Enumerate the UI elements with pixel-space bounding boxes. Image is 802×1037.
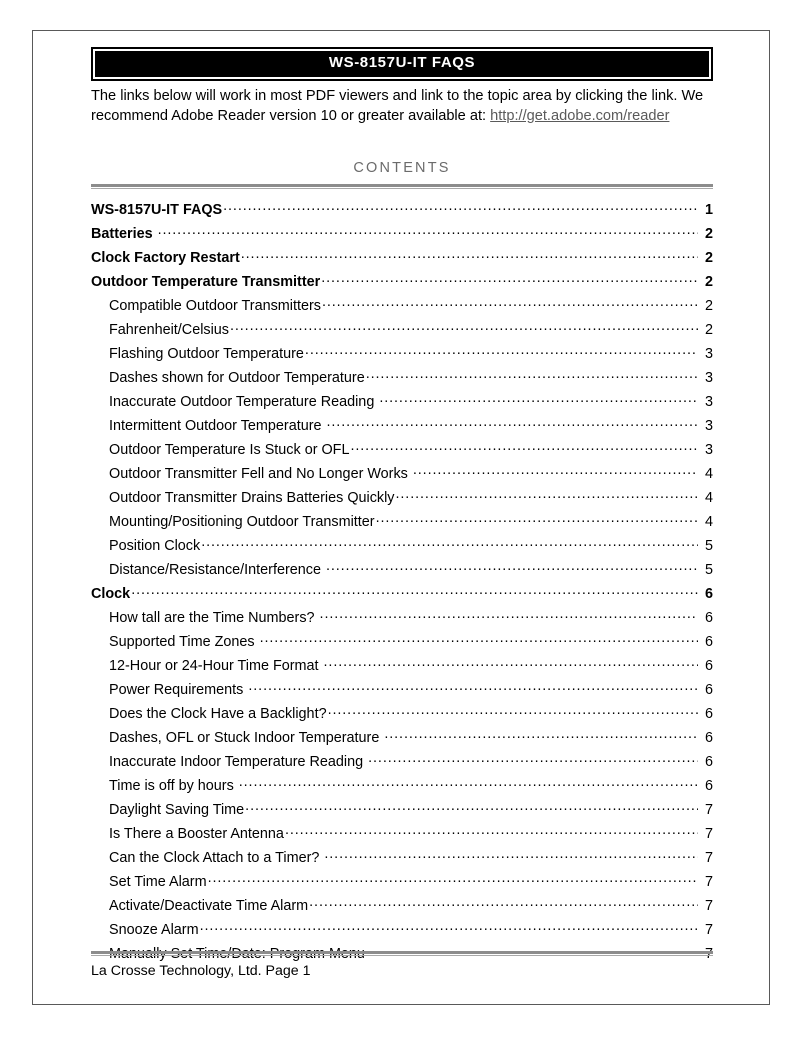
divider-thin-line [91,188,713,189]
toc-entry[interactable] [91,656,713,680]
toc-entry-label: Dashes shown for Outdoor Temperature [109,370,365,387]
toc-dot-leader [324,656,698,670]
toc-dot-leader [413,464,698,478]
toc-dot-leader [245,800,698,814]
toc-entry[interactable] [91,344,713,368]
page-content [91,47,713,968]
toc-dot-leader [241,248,698,262]
toc-dot-leader [322,296,698,310]
toc-entry-label: Outdoor Temperature Transmitter [91,274,321,291]
toc-entry-page-number: 3 [704,346,713,363]
footer-text: La Crosse Technology, Ltd. Page 1 [91,963,311,979]
toc-entry-page-number: 6 [704,658,713,675]
toc-dot-leader [239,776,698,790]
toc-dot-leader [368,752,698,766]
page-footer [91,951,713,979]
toc-entry[interactable] [91,320,713,344]
toc-dot-leader [248,680,698,694]
toc-entry-label: WS-8157U-IT FAQS [91,202,223,219]
toc-entry-page-number: 2 [704,322,713,339]
toc-entry-page-number: 3 [704,418,713,435]
toc-entry-page-number: 4 [704,514,713,531]
page-sheet [32,30,770,1005]
toc-entry[interactable] [91,368,713,392]
toc-dot-leader [320,608,698,622]
toc-entry-page-number: 5 [704,562,713,579]
toc-entry[interactable] [91,824,713,848]
toc-entry[interactable] [91,584,713,608]
toc-dot-leader [309,896,698,910]
toc-entry[interactable] [91,224,713,248]
toc-entry[interactable] [91,728,713,752]
toc-entry-page-number: 4 [704,466,713,483]
toc-entry-label: Can the Clock Attach to a Timer? [109,850,320,867]
toc-entry[interactable] [91,776,713,800]
toc-entry-label: Outdoor Transmitter Drains Batteries Quickly [109,490,395,507]
divider-thick-bar [91,184,713,187]
toc-entry-label: Distance/Resistance/Interference [109,562,321,579]
toc-entry[interactable] [91,488,713,512]
toc-dot-leader [200,920,698,934]
toc-dot-leader [366,368,698,382]
toc-entry-page-number: 2 [704,298,713,315]
toc-dot-leader [260,632,698,646]
toc-entry-page-number: 7 [704,826,713,843]
contents-divider-rule [91,184,713,189]
toc-entry-label: Outdoor Transmitter Fell and No Longer Works [109,466,408,483]
toc-entry-label: How tall are the Time Numbers? [109,610,315,627]
toc-entry-page-number: 3 [704,394,713,411]
toc-dot-leader [326,560,698,574]
toc-entry-label: Snooze Alarm [109,922,199,939]
toc-entry-page-number: 3 [704,442,713,459]
toc-entry[interactable] [91,512,713,536]
toc-dot-leader [327,416,699,430]
toc-entry[interactable] [91,680,713,704]
toc-entry-label: Flashing Outdoor Temperature [109,346,304,363]
toc-entry-label: Time is off by hours [109,778,234,795]
toc-dot-leader [350,440,698,454]
toc-entry-page-number: 7 [704,850,713,867]
toc-entry-label: Compatible Outdoor Transmitters [109,298,321,315]
toc-entry[interactable] [91,416,713,440]
toc-entry[interactable] [91,248,713,272]
toc-dot-leader [396,488,698,502]
intro-text: The links below will work in most PDF viewers and link to the topic area by clicking the link. We recommend Adobe Reader version 10 or greater available at: [91,87,704,124]
toc-dot-leader [131,584,698,598]
toc-dot-leader [230,320,698,334]
toc-entry-page-number: 7 [704,874,713,891]
toc-entry-label: Outdoor Temperature Is Stuck or OFL [109,442,350,459]
document-title: WS-8157U-IT FAQS [95,51,709,77]
toc-entry[interactable] [91,536,713,560]
toc-entry-label: Is There a Booster Antenna [109,826,284,843]
toc-dot-leader [208,872,698,886]
toc-entry-page-number: 6 [704,778,713,795]
toc-entry-page-number: 4 [704,490,713,507]
footer-divider-rule [91,951,713,956]
toc-entry-page-number: 3 [704,370,713,387]
toc-entry[interactable] [91,560,713,584]
footer-thick-bar [91,951,713,954]
toc-dot-leader [321,272,698,286]
toc-entry-label: Inaccurate Indoor Temperature Reading [109,754,364,771]
toc-dot-leader [328,704,698,718]
toc-entry-label: Activate/Deactivate Time Alarm [109,898,309,915]
toc-dot-leader [384,728,698,742]
toc-entry[interactable] [91,704,713,728]
toc-entry-label: Fahrenheit/Celsius [109,322,229,339]
toc-dot-leader [158,224,698,238]
adobe-reader-link[interactable]: http://get.adobe.com/reader [490,107,670,124]
toc-entry-page-number: 6 [704,706,713,723]
toc-entry[interactable] [91,608,713,632]
footer-thin-line [91,955,713,956]
toc-entry-page-number: 7 [704,898,713,915]
toc-entry-label: Daylight Saving Time [109,802,245,819]
toc-entry[interactable] [91,848,713,872]
toc-entry-page-number: 6 [704,634,713,651]
toc-entry-page-number: 6 [704,682,713,699]
toc-entry-page-number: 2 [704,226,713,243]
toc-entry-page-number: 7 [704,922,713,939]
toc-entry-label: Power Requirements [109,682,244,699]
document-title-banner [91,47,713,81]
toc-entry-page-number: 6 [704,610,713,627]
toc-entry-label: Inaccurate Outdoor Temperature Reading [109,394,375,411]
toc-entry[interactable] [91,392,713,416]
toc-entry-page-number: 1 [704,202,713,219]
toc-entry[interactable] [91,200,713,224]
toc-entry[interactable] [91,800,713,824]
toc-entry[interactable] [91,920,713,944]
toc-entry-page-number: 6 [704,586,713,603]
toc-entry-label: Supported Time Zones [109,634,255,651]
toc-entry-page-number: 2 [704,250,713,267]
toc-entry-page-number: 5 [704,538,713,555]
toc-entry[interactable] [91,632,713,656]
toc-dot-leader [285,824,698,838]
toc-entry-label: Mounting/Positioning Outdoor Transmitter [109,514,375,531]
toc-entry-page-number: 2 [704,274,713,291]
toc-entry-page-number: 6 [704,730,713,747]
toc-entry[interactable] [91,872,713,896]
contents-heading: CONTENTS [353,159,451,176]
toc-entry-label: Position Clock [109,538,201,555]
toc-dot-leader [324,848,698,862]
toc-entry-label: Intermittent Outdoor Temperature [109,418,322,435]
toc-entry[interactable] [91,896,713,920]
toc-dot-leader [376,512,698,526]
intro-paragraph [91,86,713,126]
toc-dot-leader [305,344,698,358]
toc-entry[interactable] [91,752,713,776]
toc-entry-label: Clock Factory Restart [91,250,240,267]
toc-entry[interactable] [91,464,713,488]
toc-entry-page-number: 7 [704,802,713,819]
toc-entry[interactable] [91,272,713,296]
toc-entry-label: 12-Hour or 24-Hour Time Format [109,658,319,675]
toc-entry[interactable] [91,440,713,464]
toc-entry-label: Batteries [91,226,153,243]
toc-entry-label: Set Time Alarm [109,874,207,891]
toc-dot-leader [223,200,698,214]
toc-entry-label: Does the Clock Have a Backlight? [109,706,327,723]
toc-entry-label: Clock [91,586,131,603]
toc-entry[interactable] [91,296,713,320]
table-of-contents [91,200,713,968]
toc-entry-page-number: 6 [704,754,713,771]
toc-entry-label: Dashes, OFL or Stuck Indoor Temperature [109,730,380,747]
toc-dot-leader [201,536,698,550]
toc-dot-leader [379,392,698,406]
